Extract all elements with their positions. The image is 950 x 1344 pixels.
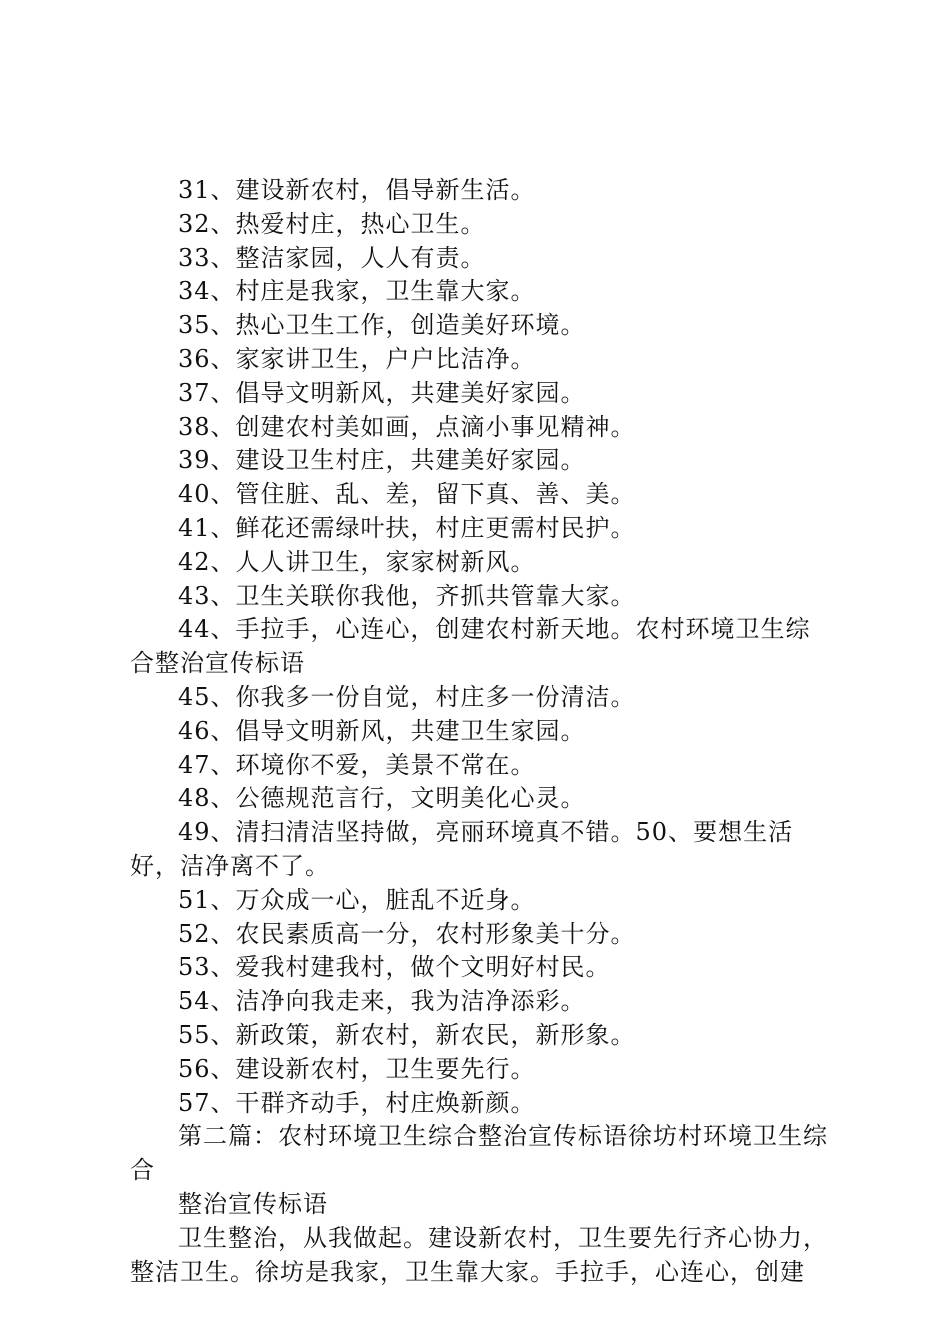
paragraph: 32、热爱村庄，热心卫生。 [178, 209, 486, 238]
paragraph: 35、热心卫生工作，创造美好环境。 [178, 311, 586, 340]
paragraph: 47、环境你不爱，美景不常在。 [178, 750, 536, 779]
paragraph: 34、村庄是我家，卫生靠大家。 [178, 277, 536, 306]
paragraph: 39、建设卫生村庄，共建美好家园。 [178, 446, 586, 475]
paragraph: 49、清扫清洁坚持做，亮丽环境真不错。50、要想生活好，洁净离不了。 [130, 818, 794, 880]
paragraph: 51、万众成一心，脏乱不近身。 [178, 885, 536, 914]
paragraph: 48、公德规范言行，文明美化心灵。 [178, 784, 586, 813]
document-body [130, 174, 834, 1289]
paragraph: 53、爱我村建我村，做个文明好村民。 [178, 953, 611, 982]
section-heading-continued: 整治宣传标语 [178, 1189, 328, 1218]
paragraph: 46、倡导文明新风，共建卫生家园。 [178, 716, 586, 745]
paragraph: 57、干群齐动手，村庄焕新颜。 [178, 1088, 536, 1117]
paragraph: 卫生整治，从我做起。建设新农村，卫生要先行齐心协力，整洁卫生。徐坊是我家，卫生靠大家。手拉手，心连心，创建 [130, 1223, 828, 1286]
paragraph: 38、创建农村美如画，点滴小事见精神。 [178, 412, 636, 441]
paragraph: 56、建设新农村，卫生要先行。 [178, 1054, 536, 1083]
paragraph: 45、你我多一份自觉，村庄多一份清洁。 [178, 682, 636, 711]
paragraph: 33、整洁家园，人人有责。 [178, 243, 486, 272]
paragraph: 42、人人讲卫生，家家树新风。 [178, 547, 536, 576]
paragraph: 43、卫生关联你我他，齐抓共管靠大家。 [178, 581, 636, 610]
paragraph: 36、家家讲卫生，户户比洁净。 [178, 344, 536, 373]
section-heading: 第二篇：农村环境卫生综合整治宣传标语徐坊村环境卫生综合 [130, 1122, 828, 1185]
paragraph: 37、倡导文明新风，共建美好家园。 [178, 378, 586, 407]
paragraph: 31、建设新农村，倡导新生活。 [178, 176, 536, 204]
paragraph: 52、农民素质高一分，农村形象美十分。 [178, 919, 636, 948]
paragraph: 54、洁净向我走来，我为洁净添彩。 [178, 987, 586, 1016]
paragraph: 40、管住脏、乱、差，留下真、善、美。 [178, 480, 636, 509]
paragraph: 44、手拉手，心连心，创建农村新天地。农村环境卫生综合整治宣传标语 [130, 615, 811, 678]
paragraph: 41、鲜花还需绿叶扶，村庄更需村民护。 [178, 513, 636, 542]
paragraph: 55、新政策，新农村，新农民，新形象。 [178, 1020, 636, 1049]
